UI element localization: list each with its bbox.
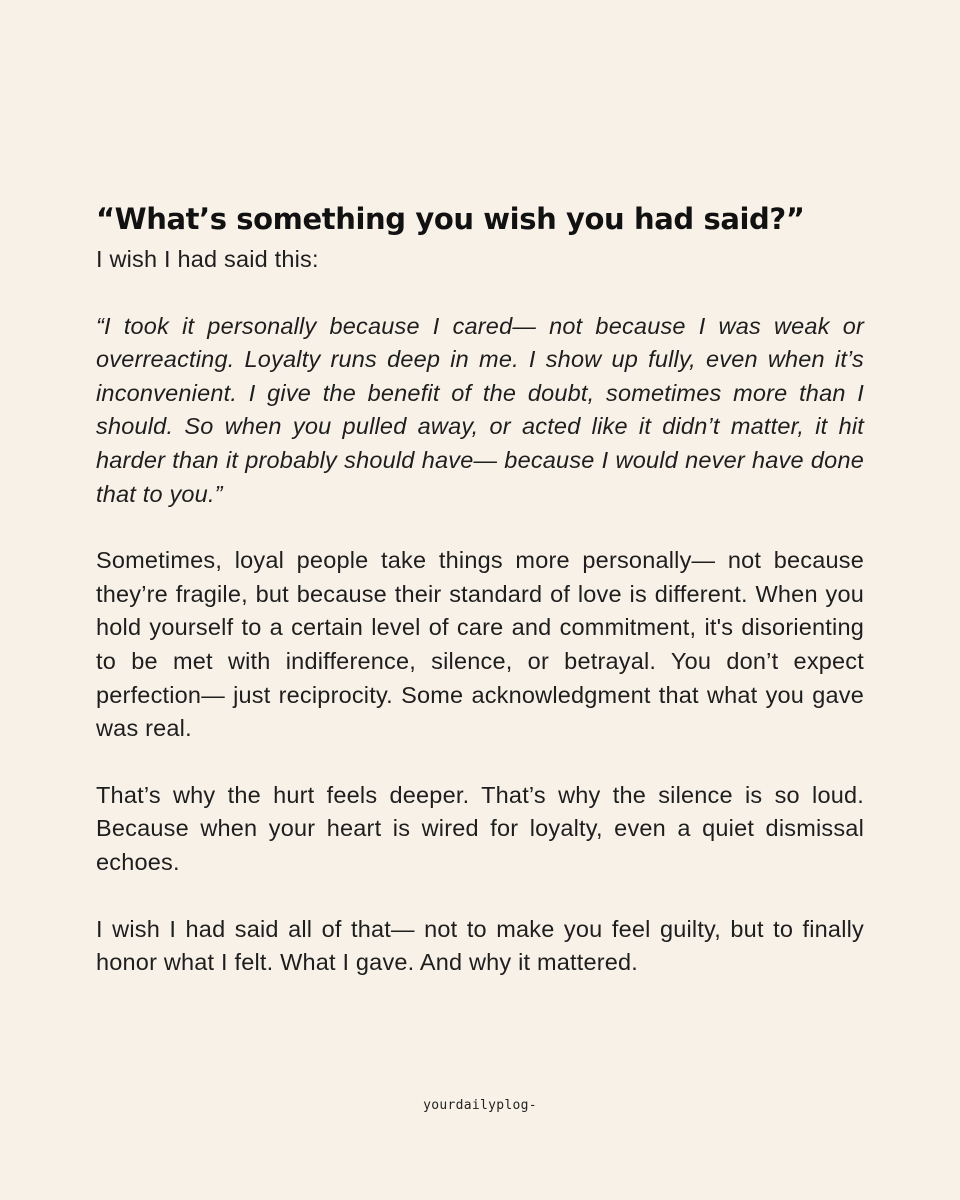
account-handle: yourdailyplog- xyxy=(423,1098,537,1113)
intro-line: I wish I had said this: xyxy=(96,246,319,272)
body-paragraph-3: I wish I had said all of that— not to make you feel guilty, but to finally honor what I felt. What I gave. And why it mattered. xyxy=(96,915,864,976)
quoted-passage: “I took it personally because I cared— not because I was weak or overreacting. Loyalty runs deep in me. I show up fully, even when it’s inconvenient. I give the benefit of the doubt, sometimes more than I should. So when you pulled away, or acted like it didn’t matter, it hit harder than it probably should have— because I would never have done that to you.” xyxy=(96,312,864,507)
body-paragraph-1: Sometimes, loyal people take things more personally— not because they’re fragile, but because their standard of love is different. When you hold yourself to a certain level of care and commitment, it's disorienting to be met with indifference, silence, or betrayal. You don’t expect perfection— just reciprocity. Some acknowledgment that what you gave was real. xyxy=(96,547,864,742)
headline: “What’s something you wish you had said?” xyxy=(96,202,805,236)
body-paragraph-2: That’s why the hurt feels deeper. That’s why the silence is so loud. Because when your heart is wired for loyalty, even a quiet dismissal echoes. xyxy=(96,781,864,875)
post-content xyxy=(96,195,864,980)
